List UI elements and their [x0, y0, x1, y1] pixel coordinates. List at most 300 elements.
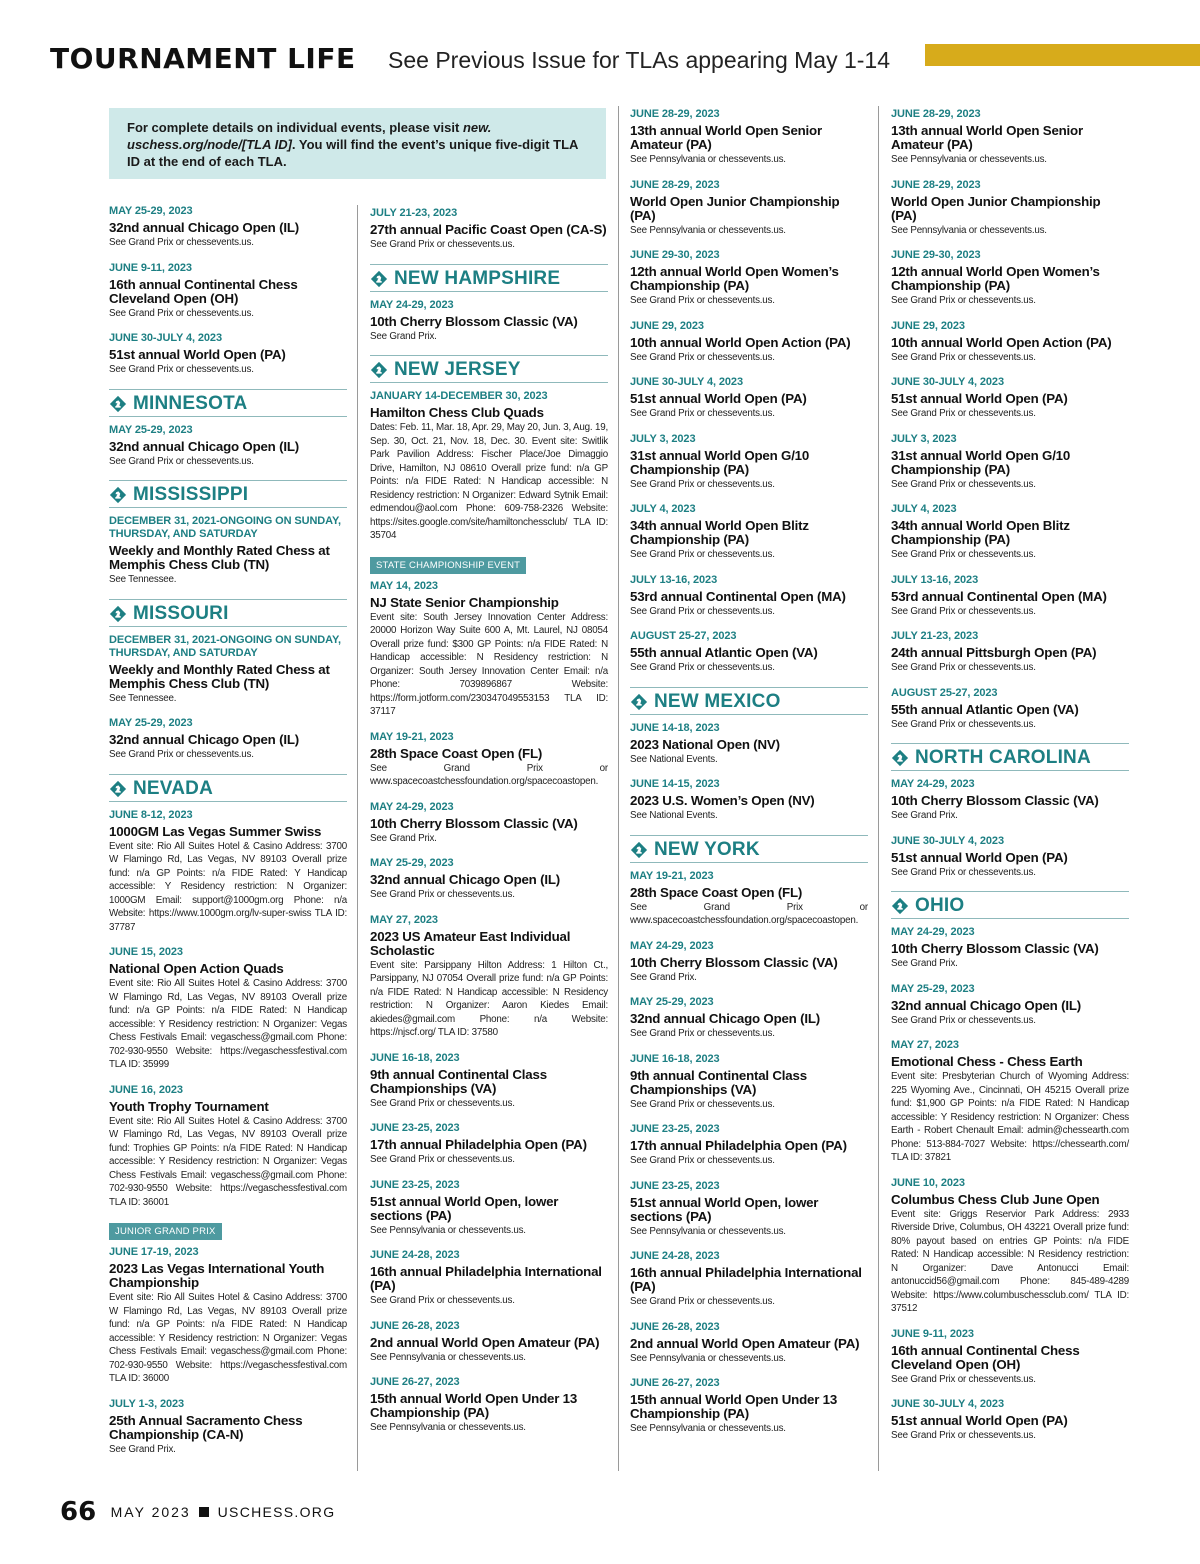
- column-1: [109, 205, 347, 1468]
- event-details: See Grand Prix or chessevents.us.: [630, 408, 775, 419]
- event-name: 53rd annual Continental Open (MA): [630, 588, 846, 604]
- event-date: JULY 13-16, 2023: [630, 573, 718, 586]
- event-listing: [891, 108, 1129, 167]
- state-name: NEW MEXICO: [654, 690, 781, 712]
- event-name: 1000GM Las Vegas Summer Swiss: [109, 823, 322, 839]
- event-listing: [891, 1328, 1129, 1387]
- event-date: JULY 21-23, 2023: [891, 630, 979, 642]
- event-listing: [891, 433, 1129, 492]
- event-date: JUNE 28-29, 2023: [891, 108, 981, 120]
- event-details: See Grand Prix or chessevents.us.: [630, 662, 775, 673]
- event-date: MAY 19-21, 2023: [370, 730, 454, 743]
- event-details: See Grand Prix or chessevents.us.: [891, 295, 1036, 306]
- event-name: 12th annual World Open Women’s Championship (PA): [630, 264, 839, 293]
- issue-date: MAY 2023: [110, 1504, 191, 1520]
- site-url: USCHESS.ORG: [217, 1504, 336, 1520]
- event-details: See Grand Prix or chessevents.us.: [891, 549, 1036, 560]
- event-name: 51st annual World Open (PA): [109, 347, 286, 362]
- event-details: See Grand Prix or chessevents.us.: [891, 351, 1036, 363]
- event-details: See Grand Prix or www.spacecoastchessfoundation.org/spacecoastopen.: [630, 901, 868, 926]
- event-name: Hamilton Chess Club Quads: [370, 405, 544, 420]
- event-details: See Grand Prix or chessevents.us.: [370, 1295, 515, 1306]
- event-date: MAY 25-29, 2023: [630, 996, 714, 1008]
- event-listing: [891, 574, 1129, 619]
- event-date: JUNE 28-29, 2023: [891, 178, 981, 191]
- event-details: See Grand Prix or chessevents.us.: [109, 237, 254, 248]
- event-name: 9th annual Continental Class Championships (VA): [370, 1066, 547, 1096]
- event-listing: [630, 433, 868, 492]
- state-heading: [109, 599, 347, 627]
- event-listing: [109, 809, 347, 935]
- event-details: See Grand Prix or chessevents.us.: [109, 307, 254, 319]
- event-name: 53rd annual Continental Open (MA): [891, 588, 1107, 604]
- event-listing: [630, 722, 868, 767]
- event-date: JUNE 26-27, 2023: [630, 1377, 720, 1389]
- event-listing: [630, 1377, 868, 1436]
- chess-knight-icon: [891, 897, 909, 915]
- event-listing: [891, 778, 1129, 823]
- event-details: Event site: Griggs Reservior Park Address: 2933 Riverside Drive, Columbus, OH 43221 Overall prize fund: 80% payout based on entries GP Points: n/a FIDE Rated: N Handicap accessible: N Residency restriction: N Organizer: Dave Antonucci Email: antonuccid56@gmail.com Phone: 845-489-4289 Website: https://www.columbuschessclub.com/ TLA ID: 37512: [891, 1208, 1129, 1314]
- event-date: JUNE 23-25, 2023: [370, 1178, 460, 1191]
- event-date: JULY 1-3, 2023: [109, 1397, 185, 1410]
- event-details: See Grand Prix or chessevents.us.: [630, 478, 775, 490]
- event-listing: [109, 515, 347, 587]
- event-listing: [630, 778, 868, 823]
- event-name: 34th annual World Open Blitz Championship (PA): [891, 518, 1070, 547]
- event-name: 10th Cherry Blossom Classic (VA): [630, 954, 838, 970]
- event-details: See Grand Prix or chessevents.us.: [891, 1373, 1036, 1385]
- event-date: JUNE 9-11, 2023: [891, 1327, 974, 1340]
- event-date: MAY 14, 2023: [370, 579, 438, 592]
- event-listing: [630, 870, 868, 928]
- event-details: Dates: Feb. 11, Mar. 18, Apr. 29, May 20, Jun. 3, Aug. 19, Sep. 30, Oct. 21, Nov. 18, Dec. 30. Event site: Switlik Park Pavilion Address: Fischer Place/Joe Dimaggio Drive, Hamilton, NJ 08610 Overall prize fund: n/a GP Points: n/a FIDE Rated: N Handicap accessible: N Residency restriction: N Organizer: Edward Sytnik Email: edmendou@aol.com Phone: 609-758-2326 Website: https://sites.google.com/site/hamiltonchessclub/ TLA ID: 35704: [370, 422, 608, 541]
- state-name: NORTH CAROLINA: [915, 747, 1091, 768]
- notice-link[interactable]: new. uschess.org/node/[TLA ID]: [127, 120, 492, 152]
- event-name: 31st annual World Open G/10 Championship (PA): [891, 447, 1071, 477]
- event-date: JUNE 9-11, 2023: [109, 261, 192, 274]
- state-name: NEW JERSEY: [394, 359, 521, 380]
- event-listing: [370, 857, 608, 902]
- event-name: 2nd annual World Open Amateur (PA): [370, 1334, 600, 1350]
- event-details: See Grand Prix.: [109, 1443, 176, 1455]
- event-details: See Pennsylvania or chessevents.us.: [630, 224, 786, 236]
- event-name: 17th annual Philadelphia Open (PA): [370, 1137, 587, 1152]
- event-listing: [630, 179, 868, 238]
- event-date: JUNE 30-JULY 4, 2023: [891, 834, 1004, 847]
- event-listing: [891, 249, 1129, 308]
- state-heading: [891, 743, 1129, 771]
- event-name: 10th Cherry Blossom Classic (VA): [370, 815, 578, 831]
- event-name: 25th Annual Sacramento Chess Championship (CA-N): [109, 1412, 303, 1442]
- state-heading: [630, 687, 868, 715]
- event-details: See Grand Prix or chessevents.us.: [891, 478, 1036, 490]
- event-listing: [630, 996, 868, 1041]
- event-details: See Pennsylvania or chessevents.us.: [891, 224, 1047, 236]
- event-listing: [891, 503, 1129, 562]
- event-name: 10th Cherry Blossom Classic (VA): [891, 793, 1099, 808]
- event-details: See Pennsylvania or chessevents.us.: [370, 1351, 526, 1363]
- event-details: Event site: South Jersey Innovation Center Address: 20000 Horizon Way Suite 600 A, Mt. Laurel, NJ 08054 Overall prize fund: $300 GP Points: n/a FIDE Rated: N Handicap accessible: N Residency restriction: N Organizer: South Jersey Innovation Center Email: n/a Phone: 7039896867 Website: https://form.jotform.com/230347049553153 TLA ID: 37117: [370, 611, 608, 717]
- event-name: Columbus Chess Club June Open: [891, 1191, 1100, 1207]
- event-details: See Pennsylvania or chessevents.us.: [370, 1422, 526, 1433]
- event-name: 13th annual World Open Senior Amateur (PA): [630, 123, 822, 152]
- page-header: [50, 42, 1200, 76]
- notice-text-1: For complete details on individual events, please visit: [127, 120, 463, 135]
- state-name: MINNESOTA: [133, 392, 248, 414]
- event-listing: [370, 801, 608, 846]
- event-date: JUNE 30-JULY 4, 2023: [891, 1398, 1004, 1410]
- event-date: JULY 13-16, 2023: [891, 573, 979, 586]
- event-date: JUNE 29, 2023: [630, 319, 704, 332]
- event-listing: [891, 926, 1129, 971]
- event-name: 13th annual World Open Senior Amateur (PA): [891, 123, 1083, 152]
- event-name: World Open Junior Championship (PA): [891, 193, 1101, 223]
- event-listing: [370, 299, 608, 344]
- event-name: 32nd annual Chicago Open (IL): [109, 438, 299, 454]
- event-listing: [630, 108, 868, 167]
- event-details: See Grand Prix or chessevents.us.: [630, 549, 775, 560]
- event-date: MAY 25-29, 2023: [891, 982, 975, 995]
- event-listing: [109, 424, 347, 469]
- event-listing: [891, 376, 1129, 421]
- event-date: JUNE 26-27, 2023: [370, 1376, 460, 1388]
- column-3: [630, 108, 868, 1448]
- event-details: See Grand Prix or chessevents.us.: [891, 605, 1036, 617]
- chess-knight-icon: [109, 780, 127, 798]
- event-date: MAY 24-29, 2023: [891, 778, 975, 790]
- event-date: JUNE 29, 2023: [891, 319, 965, 332]
- event-name: 17th annual Philadelphia Open (PA): [630, 1138, 847, 1153]
- event-listing: [891, 1039, 1129, 1165]
- event-listing: [630, 376, 868, 421]
- event-date: MAY 25-29, 2023: [109, 717, 193, 729]
- event-name: 55th annual Atlantic Open (VA): [891, 701, 1079, 717]
- event-details: See Grand Prix or chessevents.us.: [109, 749, 254, 760]
- event-listing: [630, 249, 868, 308]
- event-listing: [370, 580, 608, 719]
- event-date: JUNE 29-30, 2023: [891, 249, 981, 261]
- event-name: 51st annual World Open (PA): [891, 1413, 1068, 1428]
- event-listing: [891, 630, 1129, 675]
- event-details: See National Events.: [630, 753, 718, 765]
- event-category-badge: JUNIOR GRAND PRIX: [109, 1223, 222, 1240]
- event-details: See Grand Prix or chessevents.us.: [891, 662, 1036, 673]
- event-listing: [630, 574, 868, 619]
- event-details: Event site: Rio All Suites Hotel & Casino Address: 3700 W Flamingo Rd, Las Vegas, NV 89103 Overall prize fund: n/a GP Points: n/a FIDE Rated: Y Handicap accessible: Y Residency restriction: N Organizer: 1000GM Email: support@1000gm.org Phone: n/a Website: https://www.1000gm.org/lv-super-swiss TLA ID: 37787: [109, 840, 347, 933]
- event-date: MAY 27, 2023: [370, 913, 438, 926]
- event-date: JUNE 30-JULY 4, 2023: [109, 332, 222, 344]
- event-date: JUNE 10, 2023: [891, 1176, 965, 1189]
- column-divider: [357, 205, 358, 1471]
- event-name: 16th annual Philadelphia International (PA): [370, 1264, 602, 1293]
- event-date: JUNE 17-19, 2023: [109, 1246, 199, 1258]
- event-listing: [109, 262, 347, 321]
- event-date: JULY 4, 2023: [630, 503, 696, 515]
- event-listing: [891, 983, 1129, 1028]
- event-listing: [370, 1376, 608, 1435]
- event-listing: [109, 634, 347, 706]
- event-listing: [370, 731, 608, 789]
- event-listing: [109, 946, 347, 1072]
- event-name: 51st annual World Open (PA): [891, 391, 1068, 406]
- event-listing: [630, 1053, 868, 1112]
- details-notice: [109, 108, 606, 179]
- event-name: 28th Space Coast Open (FL): [370, 745, 543, 761]
- event-date: MAY 25-29, 2023: [370, 857, 454, 869]
- event-date: JUNE 29-30, 2023: [630, 249, 720, 261]
- event-date: DECEMBER 31, 2021-ONGOING ON SUNDAY, THURSDAY, AND SATURDAY: [109, 633, 341, 659]
- square-separator: [199, 1507, 209, 1517]
- event-name: Weekly and Monthly Rated Chess at Memphis Chess Club (TN): [109, 543, 330, 572]
- event-name: World Open Junior Championship (PA): [630, 193, 840, 223]
- state-name: NEW HAMPSHIRE: [394, 267, 561, 289]
- event-details: See Pennsylvania or chessevents.us.: [630, 1352, 786, 1364]
- event-date: MAY 27, 2023: [891, 1039, 959, 1051]
- event-date: JUNE 26-28, 2023: [630, 1320, 720, 1333]
- event-date: DECEMBER 31, 2021-ONGOING ON SUNDAY, THURSDAY, AND SATURDAY: [109, 515, 341, 540]
- event-details: See Grand Prix or chessevents.us.: [630, 605, 775, 617]
- event-details: See Grand Prix or chessevents.us.: [630, 1028, 775, 1039]
- event-details: See Grand Prix or chessevents.us.: [630, 1098, 775, 1110]
- event-details: See Grand Prix or chessevents.us.: [891, 408, 1036, 419]
- event-details: See Grand Prix or chessevents.us.: [891, 866, 1036, 878]
- event-name: 10th annual World Open Action (PA): [630, 334, 851, 350]
- event-name: 32nd annual Chicago Open (IL): [891, 997, 1081, 1013]
- event-name: 10th Cherry Blossom Classic (VA): [891, 941, 1099, 956]
- event-listing: [109, 205, 347, 250]
- event-details: See Grand Prix or chessevents.us.: [109, 455, 254, 467]
- event-details: See Grand Prix or chessevents.us.: [630, 1155, 775, 1166]
- event-name: 16th annual Continental Chess Cleveland Open (OH): [891, 1342, 1080, 1372]
- state-name: NEW YORK: [654, 838, 760, 860]
- chess-knight-icon: [370, 270, 388, 288]
- event-details: See Grand Prix or chessevents.us.: [630, 351, 775, 363]
- column-divider: [618, 106, 619, 1471]
- state-heading: [370, 264, 608, 292]
- event-name: 27th annual Pacific Coast Open (CA-S): [370, 222, 607, 237]
- column-4: [891, 108, 1129, 1455]
- event-listing: [370, 914, 608, 1040]
- event-date: MAY 24-29, 2023: [891, 926, 975, 938]
- event-name: National Open Action Quads: [109, 961, 284, 976]
- event-date: JUNE 28-29, 2023: [630, 108, 720, 120]
- event-listing: [891, 320, 1129, 365]
- event-name: 32nd annual Chicago Open (IL): [630, 1011, 820, 1026]
- event-listing: [370, 1179, 608, 1238]
- event-date: JUNE 14-15, 2023: [630, 778, 720, 790]
- event-name: 16th annual Philadelphia International (PA): [630, 1265, 862, 1294]
- event-date: JUNE 14-18, 2023: [630, 721, 720, 734]
- chess-knight-icon: [109, 486, 127, 504]
- event-details: See National Events.: [630, 810, 718, 821]
- section-subtitle: See Previous Issue for TLAs appearing May 1-14: [388, 47, 891, 73]
- event-details: See Grand Prix.: [370, 832, 437, 844]
- event-listing: [109, 1246, 347, 1386]
- page-footer: [60, 1497, 335, 1527]
- event-details: See Pennsylvania or chessevents.us.: [370, 1224, 526, 1236]
- event-date: AUGUST 25-27, 2023: [630, 630, 737, 642]
- event-details: See Grand Prix or chessevents.us.: [630, 295, 775, 306]
- event-date: MAY 24-29, 2023: [630, 939, 714, 952]
- event-listing: [109, 332, 347, 377]
- event-listing: [891, 835, 1129, 880]
- event-date: AUGUST 25-27, 2023: [891, 686, 998, 699]
- event-listing: [370, 1052, 608, 1111]
- notice-text-2: . You will find the event’s unique five-digit TLA ID at the end of each TLA.: [127, 137, 578, 169]
- event-listing: [891, 687, 1129, 732]
- event-name: 28th Space Coast Open (FL): [630, 884, 803, 900]
- event-name: 51st annual World Open, lower sections (PA): [630, 1194, 819, 1224]
- event-date: JUNE 8-12, 2023: [109, 808, 193, 821]
- state-heading: [370, 355, 608, 383]
- page-number: 66: [60, 1497, 97, 1527]
- event-date: JUNE 28-29, 2023: [630, 178, 720, 191]
- event-details: See Grand Prix.: [891, 958, 958, 969]
- state-name: OHIO: [915, 895, 965, 916]
- event-date: JUNE 23-25, 2023: [630, 1179, 720, 1192]
- event-details: See Grand Prix or chessevents.us.: [370, 889, 515, 900]
- event-listing: [370, 390, 608, 543]
- event-details: See Tennessee.: [109, 692, 177, 704]
- event-name: 51st annual World Open, lower sections (PA): [370, 1193, 559, 1223]
- event-details: See Pennsylvania or chessevents.us.: [630, 1225, 786, 1237]
- chess-knight-icon: [109, 395, 127, 413]
- state-heading: [109, 389, 347, 417]
- event-listing: [630, 630, 868, 675]
- state-heading: [109, 480, 347, 508]
- event-details: See Grand Prix or chessevents.us.: [370, 1097, 515, 1109]
- event-name: 10th annual World Open Action (PA): [891, 334, 1112, 350]
- event-listing: [109, 1084, 347, 1210]
- event-date: JULY 3, 2023: [891, 432, 957, 445]
- event-date: JUNE 24-28, 2023: [630, 1250, 720, 1262]
- event-name: 32nd annual Chicago Open (IL): [109, 220, 299, 235]
- event-name: 51st annual World Open (PA): [630, 391, 807, 406]
- event-name: 51st annual World Open (PA): [891, 849, 1068, 865]
- state-name: NEVADA: [133, 777, 214, 799]
- event-name: 2023 Las Vegas International Youth Championship: [109, 1261, 325, 1290]
- event-date: JUNE 23-25, 2023: [370, 1122, 460, 1134]
- event-details: See Pennsylvania or chessevents.us.: [630, 154, 786, 165]
- event-details: Event site: Rio All Suites Hotel & Casino Address: 3700 W Flamingo Rd, Las Vegas, NV 89103 Overall prize fund: n/a GP Points: n/a FIDE Rated: N Handicap accessible: Y Residency restriction: N Organizer: Vegas Chess Festivals Email: vegaschess@gmail.com Phone: 702-930-9550 Website: https://vegaschessfestival.com TLA ID: 36000: [109, 1292, 347, 1384]
- event-date: JANUARY 14-DECEMBER 30, 2023: [370, 390, 548, 402]
- event-name: NJ State Senior Championship: [370, 594, 559, 610]
- event-name: 15th annual World Open Under 13 Championship (PA): [370, 1391, 578, 1420]
- event-details: See Grand Prix or chessevents.us.: [891, 718, 1036, 730]
- event-name: 12th annual World Open Women’s Championship (PA): [891, 264, 1100, 293]
- event-details: See Grand Prix.: [370, 330, 437, 342]
- state-heading: [891, 891, 1129, 919]
- event-details: Event site: Rio All Suites Hotel & Casino Address: 3700 W Flamingo Rd, Las Vegas, NV 89103 Overall prize fund: Trophies GP Points: n/a FIDE Rated: N Handicap accessible: Y Residency restriction: N Organizer: Vegas Chess Festivals Email: vegaschess@gmail.com Phone: 702-930-9550 Website: https://vegaschessfestival.com TLA ID: 36001: [109, 1115, 347, 1208]
- event-listing: [370, 1320, 608, 1365]
- event-date: JUNE 30-JULY 4, 2023: [891, 376, 1004, 388]
- event-listing: [891, 1398, 1129, 1443]
- chess-knight-icon: [630, 693, 648, 711]
- column-divider: [878, 106, 879, 1471]
- header-accent-bar: [925, 44, 1200, 66]
- event-details: See Grand Prix.: [891, 810, 958, 821]
- event-details: See Grand Prix or chessevents.us.: [370, 1154, 515, 1165]
- event-details: See Tennessee.: [109, 574, 177, 585]
- state-name: MISSOURI: [133, 602, 229, 624]
- event-category-badge: STATE CHAMPIONSHIP EVENT: [370, 557, 526, 574]
- state-heading: [630, 835, 868, 863]
- event-details: See Grand Prix or chessevents.us.: [891, 1430, 1036, 1441]
- event-date: JUNE 15, 2023: [109, 946, 183, 958]
- event-name: 15th annual World Open Under 13 Championship (PA): [630, 1392, 838, 1421]
- event-name: 2023 U.S. Women’s Open (NV): [630, 793, 815, 808]
- event-date: JUNE 16-18, 2023: [370, 1051, 460, 1064]
- event-details: See Pennsylvania or chessevents.us.: [891, 154, 1047, 165]
- event-name: 9th annual Continental Class Championships (VA): [630, 1067, 807, 1097]
- event-listing: [109, 1398, 347, 1457]
- event-details: See Grand Prix or chessevents.us.: [370, 239, 515, 250]
- column-2: [370, 207, 608, 1447]
- event-date: JUNE 26-28, 2023: [370, 1319, 460, 1332]
- event-name: Emotional Chess - Chess Earth: [891, 1054, 1083, 1069]
- event-date: JUNE 24-28, 2023: [370, 1249, 460, 1261]
- event-date: JUNE 16, 2023: [109, 1083, 183, 1096]
- event-listing: [109, 717, 347, 762]
- event-details: See Pennsylvania or chessevents.us.: [630, 1423, 786, 1434]
- event-details: Event site: Rio All Suites Hotel & Casino Address: 3700 W Flamingo Rd, Las Vegas, NV 89103 Overall prize fund: n/a GP Points: n/a FIDE Rated: N Handicap accessible: Y Residency restriction: N Organizer: Vegas Chess Festivals Email: vegaschess@gmail.com Phone: 702-930-9550 Website: https://vegaschessfestival.com TLA ID: 35999: [109, 978, 347, 1070]
- event-name: 16th annual Continental Chess Cleveland Open (OH): [109, 276, 298, 306]
- chess-knight-icon: [109, 605, 127, 623]
- event-listing: [891, 179, 1129, 238]
- event-listing: [630, 1123, 868, 1168]
- section-title: TOURNAMENT LIFE: [50, 42, 356, 75]
- event-date: MAY 25-29, 2023: [109, 205, 193, 217]
- event-date: MAY 24-29, 2023: [370, 298, 454, 311]
- event-date: JULY 21-23, 2023: [370, 207, 458, 219]
- event-name: 2023 US Amateur East Individual Scholastic: [370, 928, 571, 958]
- chess-knight-icon: [370, 361, 388, 379]
- state-heading: [109, 774, 347, 802]
- event-listing: [630, 940, 868, 985]
- event-details: See Grand Prix or chessevents.us.: [891, 1014, 1036, 1026]
- event-date: JULY 4, 2023: [891, 503, 957, 515]
- event-listing: [630, 1180, 868, 1239]
- event-details: See Grand Prix.: [630, 971, 697, 983]
- event-name: 24th annual Pittsburgh Open (PA): [891, 645, 1097, 660]
- event-listing: [370, 207, 608, 252]
- event-listing: [370, 1249, 608, 1308]
- event-details: Event site: Presbyterian Church of Wyoming Address: 225 Wyoming Ave., Cincinnati, OH 45215 Overall prize fund: $1,900 GP Points: n/a FIDE Rated: N Handicap accessible: Y Residency restriction: N Organizer: Chess Earth - Robert Chenault Email: admin@chessearth.com Phone: 513-884-7027 Website: https://chessearth.com/ TLA ID: 37821: [891, 1071, 1129, 1163]
- chess-knight-icon: [891, 749, 909, 767]
- event-date: MAY 19-21, 2023: [630, 869, 714, 882]
- event-name: 2nd annual World Open Amateur (PA): [630, 1335, 860, 1351]
- event-name: Youth Trophy Tournament: [109, 1098, 269, 1114]
- event-listing: [891, 1177, 1129, 1316]
- event-date: JULY 3, 2023: [630, 432, 696, 445]
- event-name: 32nd annual Chicago Open (IL): [109, 732, 299, 747]
- event-date: MAY 24-29, 2023: [370, 800, 454, 813]
- event-details: See Grand Prix or www.spacecoastchessfoundation.org/spacecoastopen.: [370, 762, 608, 787]
- event-details: Event site: Parsippany Hilton Address: 1 Hilton Ct., Parsippany, NJ 07054 Overall prize fund: n/a GP Points: n/a FIDE Rated: N Handicap accessible: N Residency restriction: N Organizer: Aaron Kiedes Email: akiedes@gmail.com Phone: n/a Website: https://njscf.org/ TLA ID: 37580: [370, 959, 608, 1038]
- event-name: 55th annual Atlantic Open (VA): [630, 645, 818, 660]
- event-details: See Grand Prix or chessevents.us.: [109, 364, 254, 375]
- event-name: 2023 National Open (NV): [630, 736, 780, 752]
- event-name: 10th Cherry Blossom Classic (VA): [370, 313, 578, 329]
- event-name: 31st annual World Open G/10 Championship (PA): [630, 447, 810, 477]
- event-listing: [630, 503, 868, 562]
- event-date: JUNE 23-25, 2023: [630, 1123, 720, 1135]
- event-details: See Grand Prix or chessevents.us.: [630, 1296, 775, 1307]
- event-date: JUNE 16-18, 2023: [630, 1052, 720, 1065]
- event-name: Weekly and Monthly Rated Chess at Memphis Chess Club (TN): [109, 661, 330, 691]
- event-listing: [630, 1250, 868, 1309]
- state-name: MISSISSIPPI: [133, 484, 249, 505]
